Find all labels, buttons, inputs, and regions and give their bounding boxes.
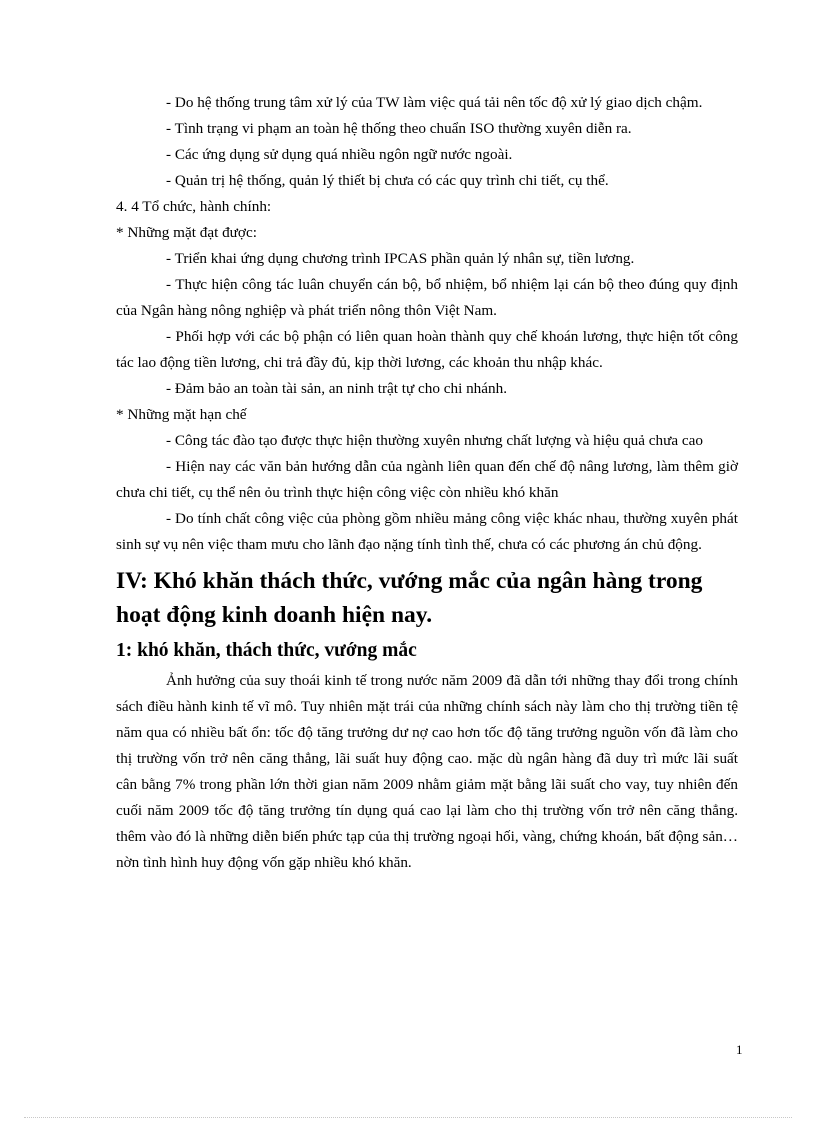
- paragraph: - Do hệ thống trung tâm xử lý của TW làm việc quá tải nên tốc độ xử lý giao dịch chậm.: [166, 94, 703, 111]
- heading-main: IV: Khó khăn thách thức, vướng mắc của ngân hàng trong hoạt động kinh doanh hiện nay.: [116, 568, 703, 628]
- section-heading-4-4: 4. 4 Tổ chức, hành chính:: [116, 198, 272, 215]
- page-number: 1: [736, 1042, 743, 1057]
- subheading-limitations: * Những mặt hạn chế: [116, 406, 247, 423]
- paragraph: - Phối hợp với các bộ phận có liên quan hoàn thành quy chế khoán lương, thực hiện tốt công tác lao động tiền lương, chi trả đầy đủ, kịp thời lương, các khoản thu nhập khác.: [116, 328, 738, 371]
- paragraph: - Triển khai ứng dụng chương trình IPCAS phần quản lý nhân sự, tiền lương.: [166, 250, 635, 267]
- paragraph: - Do tính chất công việc của phòng gồm nhiều mảng công việc khác nhau, thường xuyên phát sinh sự vụ nên việc tham mưu cho lãnh đạo nặng tính tình thế, chưa có các phương án chủ động.: [116, 510, 738, 553]
- page-content: [116, 90, 738, 876]
- paragraph: - Tình trạng vi phạm an toàn hệ thống theo chuẩn ISO thường xuyên diễn ra.: [166, 120, 632, 137]
- paragraph: - Thực hiện công tác luân chuyển cán bộ, bổ nhiệm, bổ nhiệm lại cán bộ theo đúng quy định của Ngân hàng nông nghiệp và phát triển nông thôn Việt Nam.: [116, 276, 738, 319]
- paragraph: - Công tác đào tạo được thực hiện thường xuyên nhưng chất lượng và hiệu quả chưa cao: [166, 432, 703, 449]
- paragraph: - Hiện nay các văn bản hướng dẫn của ngành liên quan đến chế độ nâng lương, làm thêm giờ chưa chi tiết, cụ thể nên ỏu trình thực hiện công việc còn nhiều khó khăn: [116, 458, 738, 501]
- paragraph: - Đảm bảo an toàn tài sản, an ninh trật tự cho chi nhánh.: [166, 380, 507, 397]
- page-bottom-rule: [24, 1117, 792, 1118]
- subheading-achievements: * Những mặt đạt được:: [116, 224, 257, 241]
- paragraph: - Quản trị hệ thống, quản lý thiết bị chưa có các quy trình chi tiết, cụ thể.: [166, 172, 609, 189]
- heading-sub: 1: khó khăn, thách thức, vướng mắc: [116, 640, 417, 661]
- body-paragraph: Ảnh hưởng của suy thoái kinh tế trong nước năm 2009 đã dẫn tới những thay đổi trong chính sách điều hành kinh tế vĩ mô. Tuy nhiên mặt trái của những chính sách này làm cho thị trường tiền tệ năm qua có nhiều bất ổn: tốc độ tăng trưởng dư nợ cao hơn tốc độ tăng trưởng nguồn vốn đã làm cho thị trường vốn trở nên căng thẳng, lãi suất huy động cao. mặc dù ngân hàng đã duy trì mức lãi suất cân bằng 7% trong phần lớn thời gian năm 2009 nhằm giảm mặt bằng lãi suất cho vay, tuy nhiên đến cuối năm 2009 tốc độ tăng trưởng tín dụng quá cao lại làm cho thị trường vốn trở nên căng thẳng. thêm vào đó là những diễn biến phức tạp của thị trường ngoại hối, vàng, chứng khoán, bất động sản…nờn tình hình huy động vốn gặp nhiều khó khăn.: [116, 672, 738, 871]
- paragraph: - Các ứng dụng sử dụng quá nhiều ngôn ngữ nước ngoài.: [166, 146, 513, 163]
